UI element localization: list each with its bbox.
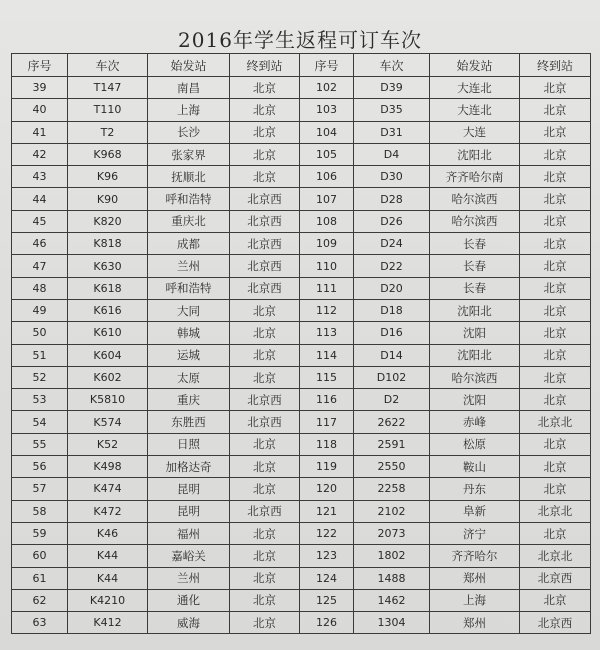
cell-destination-left: 北京西 [230,233,300,255]
table-row [12,143,591,165]
table-row [12,589,591,611]
cell-origin-right: 哈尔滨西 [430,210,520,232]
cell-origin-left: 昆明 [148,500,230,522]
table-row [12,121,591,143]
cell-destination-right: 北京 [520,77,591,99]
cell-origin-left: 重庆北 [148,210,230,232]
cell-seq-left: 59 [12,522,68,544]
cell-seq-left: 49 [12,299,68,321]
cell-origin-left: 抚顺北 [148,166,230,188]
cell-origin-right: 济宁 [430,522,520,544]
cell-destination-right: 北京 [520,344,591,366]
cell-train-right: D18 [354,299,430,321]
cell-seq-left: 62 [12,589,68,611]
cell-origin-left: 通化 [148,589,230,611]
cell-origin-right: 长春 [430,233,520,255]
cell-seq-left: 51 [12,344,68,366]
train-schedule-table [11,53,591,634]
header-destination-left: 终到站 [230,54,300,77]
cell-origin-right: 长春 [430,255,520,277]
cell-destination-left: 北京 [230,143,300,165]
cell-seq-left: 48 [12,277,68,299]
table-row [12,389,591,411]
cell-origin-right: 大连北 [430,77,520,99]
cell-destination-right: 北京北 [520,500,591,522]
cell-destination-left: 北京 [230,522,300,544]
cell-destination-left: 北京 [230,344,300,366]
cell-seq-left: 57 [12,478,68,500]
cell-destination-right: 北京 [520,210,591,232]
document-title: 2016年学生返程可订车次 [178,28,422,52]
cell-train-left: T110 [68,99,148,121]
table-row [12,299,591,321]
cell-train-left: K818 [68,233,148,255]
table-row [12,411,591,433]
table-row [12,500,591,522]
cell-destination-right: 北京 [520,366,591,388]
cell-train-left: K4210 [68,589,148,611]
cell-origin-right: 阜新 [430,500,520,522]
cell-destination-left: 北京西 [230,389,300,411]
cell-train-left: K616 [68,299,148,321]
cell-seq-right: 120 [300,478,354,500]
cell-train-left: K968 [68,143,148,165]
cell-origin-right: 赤峰 [430,411,520,433]
cell-destination-right: 北京 [520,188,591,210]
cell-train-left: T147 [68,77,148,99]
cell-destination-right: 北京 [520,456,591,478]
cell-origin-right: 松原 [430,433,520,455]
cell-destination-left: 北京 [230,299,300,321]
table-row [12,99,591,121]
cell-destination-left: 北京 [230,567,300,589]
cell-destination-left: 北京 [230,121,300,143]
cell-destination-right: 北京西 [520,567,591,589]
header-seq-right: 序号 [300,54,354,77]
cell-origin-left: 南昌 [148,77,230,99]
cell-seq-left: 56 [12,456,68,478]
cell-seq-left: 43 [12,166,68,188]
cell-origin-right: 沈阳北 [430,344,520,366]
cell-seq-left: 58 [12,500,68,522]
cell-seq-left: 47 [12,255,68,277]
cell-destination-left: 北京西 [230,277,300,299]
table-row [12,433,591,455]
cell-seq-left: 45 [12,210,68,232]
cell-train-left: K5810 [68,389,148,411]
cell-destination-left: 北京 [230,433,300,455]
table-body [12,77,591,634]
cell-origin-left: 张家界 [148,143,230,165]
cell-train-left: K46 [68,522,148,544]
cell-seq-left: 42 [12,143,68,165]
cell-train-right: 1304 [354,612,430,634]
cell-train-left: K472 [68,500,148,522]
table-row [12,456,591,478]
table-row [12,233,591,255]
cell-train-right: D20 [354,277,430,299]
cell-seq-left: 50 [12,322,68,344]
cell-destination-right: 北京北 [520,411,591,433]
cell-seq-right: 102 [300,77,354,99]
cell-origin-left: 呼和浩特 [148,277,230,299]
cell-destination-right: 北京 [520,389,591,411]
cell-origin-right: 鞍山 [430,456,520,478]
cell-origin-left: 上海 [148,99,230,121]
cell-origin-left: 昆明 [148,478,230,500]
cell-destination-right: 北京 [520,589,591,611]
cell-train-right: D30 [354,166,430,188]
table-row [12,188,591,210]
cell-origin-left: 福州 [148,522,230,544]
cell-seq-right: 103 [300,99,354,121]
cell-destination-left: 北京 [230,166,300,188]
cell-train-right: 1488 [354,567,430,589]
cell-seq-right: 125 [300,589,354,611]
cell-train-right: D39 [354,77,430,99]
cell-seq-right: 122 [300,522,354,544]
cell-origin-left: 太原 [148,366,230,388]
cell-train-right: D31 [354,121,430,143]
cell-origin-right: 沈阳 [430,389,520,411]
cell-destination-left: 北京西 [230,255,300,277]
cell-origin-right: 丹东 [430,478,520,500]
cell-train-left: K618 [68,277,148,299]
cell-seq-right: 121 [300,500,354,522]
table-row [12,545,591,567]
cell-seq-left: 54 [12,411,68,433]
cell-seq-right: 114 [300,344,354,366]
cell-destination-right: 北京 [520,478,591,500]
cell-seq-left: 55 [12,433,68,455]
table-row [12,567,591,589]
cell-origin-left: 加格达奇 [148,456,230,478]
cell-destination-left: 北京西 [230,188,300,210]
cell-destination-left: 北京 [230,77,300,99]
cell-destination-left: 北京 [230,612,300,634]
header-origin-left: 始发站 [148,54,230,77]
cell-train-right: D28 [354,188,430,210]
cell-seq-right: 123 [300,545,354,567]
cell-origin-left: 东胜西 [148,411,230,433]
cell-train-left: K96 [68,166,148,188]
cell-train-right: D24 [354,233,430,255]
cell-seq-right: 115 [300,366,354,388]
cell-origin-left: 威海 [148,612,230,634]
cell-origin-right: 长春 [430,277,520,299]
header-destination-right: 终到站 [520,54,591,77]
cell-train-right: 2073 [354,522,430,544]
cell-train-left: K820 [68,210,148,232]
header-seq-left: 序号 [12,54,68,77]
cell-train-right: 2550 [354,456,430,478]
cell-destination-right: 北京 [520,166,591,188]
table-row [12,77,591,99]
cell-destination-right: 北京 [520,233,591,255]
cell-destination-left: 北京 [230,366,300,388]
cell-origin-right: 沈阳北 [430,299,520,321]
cell-origin-right: 齐齐哈尔 [430,545,520,567]
table-row [12,322,591,344]
cell-train-right: D16 [354,322,430,344]
cell-seq-right: 107 [300,188,354,210]
cell-destination-right: 北京 [520,143,591,165]
cell-destination-left: 北京 [230,545,300,567]
cell-train-left: K52 [68,433,148,455]
table-row [12,522,591,544]
cell-origin-left: 运城 [148,344,230,366]
cell-seq-right: 117 [300,411,354,433]
cell-destination-right: 北京 [520,322,591,344]
cell-origin-left: 韩城 [148,322,230,344]
cell-origin-right: 大连北 [430,99,520,121]
cell-origin-right: 哈尔滨西 [430,366,520,388]
cell-origin-left: 日照 [148,433,230,455]
cell-train-right: D4 [354,143,430,165]
header-origin-right: 始发站 [430,54,520,77]
cell-seq-right: 124 [300,567,354,589]
cell-origin-left: 成都 [148,233,230,255]
cell-seq-right: 110 [300,255,354,277]
cell-origin-left: 重庆 [148,389,230,411]
header-train-right: 车次 [354,54,430,77]
table-row [12,210,591,232]
cell-destination-left: 北京西 [230,500,300,522]
cell-origin-right: 郑州 [430,612,520,634]
cell-train-left: K90 [68,188,148,210]
table-row [12,277,591,299]
cell-origin-left: 嘉峪关 [148,545,230,567]
cell-seq-left: 63 [12,612,68,634]
cell-train-right: D14 [354,344,430,366]
cell-origin-right: 沈阳北 [430,143,520,165]
cell-destination-left: 北京 [230,589,300,611]
cell-destination-left: 北京 [230,478,300,500]
cell-destination-right: 北京 [520,255,591,277]
cell-origin-right: 郑州 [430,567,520,589]
cell-origin-right: 上海 [430,589,520,611]
cell-train-left: T2 [68,121,148,143]
cell-destination-right: 北京北 [520,545,591,567]
cell-destination-right: 北京 [520,522,591,544]
cell-train-right: D35 [354,99,430,121]
cell-train-left: K44 [68,567,148,589]
cell-destination-right: 北京 [520,277,591,299]
cell-seq-right: 119 [300,456,354,478]
cell-train-left: K630 [68,255,148,277]
cell-train-left: K412 [68,612,148,634]
cell-seq-right: 116 [300,389,354,411]
cell-origin-left: 兰州 [148,255,230,277]
cell-train-right: 2258 [354,478,430,500]
cell-origin-right: 齐齐哈尔南 [430,166,520,188]
cell-destination-right: 北京 [520,299,591,321]
cell-seq-left: 61 [12,567,68,589]
cell-train-right: D26 [354,210,430,232]
cell-destination-right: 北京 [520,121,591,143]
cell-destination-right: 北京 [520,433,591,455]
cell-seq-left: 52 [12,366,68,388]
cell-seq-right: 109 [300,233,354,255]
cell-destination-right: 北京西 [520,612,591,634]
cell-seq-right: 112 [300,299,354,321]
table-row [12,612,591,634]
cell-train-left: K44 [68,545,148,567]
cell-destination-left: 北京 [230,322,300,344]
cell-origin-right: 哈尔滨西 [430,188,520,210]
cell-origin-left: 兰州 [148,567,230,589]
cell-seq-right: 108 [300,210,354,232]
cell-seq-left: 60 [12,545,68,567]
cell-seq-right: 104 [300,121,354,143]
cell-destination-left: 北京 [230,99,300,121]
cell-train-right: 1462 [354,589,430,611]
cell-destination-left: 北京 [230,456,300,478]
cell-origin-right: 沈阳 [430,322,520,344]
header-train-left: 车次 [68,54,148,77]
cell-seq-right: 113 [300,322,354,344]
cell-train-left: K602 [68,366,148,388]
cell-destination-left: 北京西 [230,411,300,433]
table-row [12,166,591,188]
cell-seq-left: 40 [12,99,68,121]
cell-seq-left: 39 [12,77,68,99]
table-row [12,344,591,366]
table-row [12,255,591,277]
table-header-row [12,54,591,77]
cell-destination-left: 北京西 [230,210,300,232]
cell-seq-left: 44 [12,188,68,210]
cell-origin-left: 长沙 [148,121,230,143]
cell-train-right: 2622 [354,411,430,433]
table-row [12,366,591,388]
cell-seq-left: 46 [12,233,68,255]
table-row [12,478,591,500]
cell-origin-right: 大连 [430,121,520,143]
cell-seq-right: 106 [300,166,354,188]
cell-seq-left: 41 [12,121,68,143]
cell-train-right: 2102 [354,500,430,522]
cell-seq-right: 118 [300,433,354,455]
cell-train-left: K604 [68,344,148,366]
cell-train-left: K610 [68,322,148,344]
cell-train-left: K474 [68,478,148,500]
cell-origin-left: 呼和浩特 [148,188,230,210]
cell-destination-right: 北京 [520,99,591,121]
cell-train-right: D2 [354,389,430,411]
cell-train-left: K498 [68,456,148,478]
cell-train-left: K574 [68,411,148,433]
cell-seq-right: 126 [300,612,354,634]
cell-train-right: D22 [354,255,430,277]
cell-origin-left: 大同 [148,299,230,321]
cell-seq-right: 111 [300,277,354,299]
cell-train-right: D102 [354,366,430,388]
cell-seq-left: 53 [12,389,68,411]
cell-train-right: 2591 [354,433,430,455]
cell-seq-right: 105 [300,143,354,165]
cell-train-right: 1802 [354,545,430,567]
